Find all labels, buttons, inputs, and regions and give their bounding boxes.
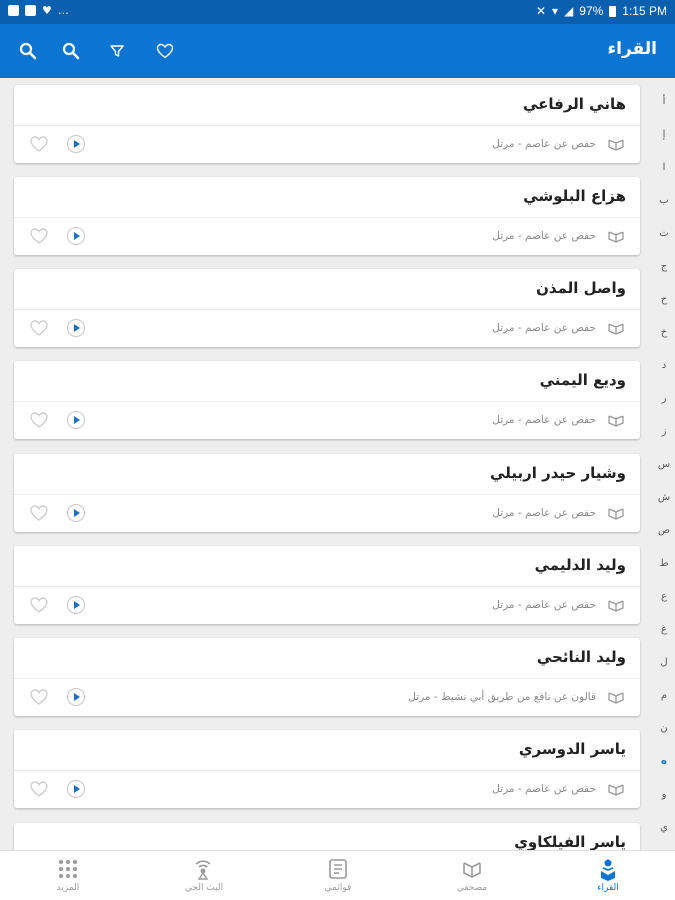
nav-reciters[interactable] bbox=[568, 857, 648, 893]
reciter-name: واصل المذن bbox=[536, 279, 626, 297]
alpha-letter[interactable]: ع bbox=[661, 591, 667, 602]
page-title: القراء bbox=[607, 39, 657, 59]
riwaya-label: حفص عن عاصم - مرتل bbox=[492, 599, 596, 611]
quran-book-icon bbox=[608, 137, 624, 151]
favorite-heart-icon[interactable] bbox=[29, 319, 49, 337]
reciter-card[interactable] bbox=[14, 177, 640, 255]
app-bar bbox=[0, 24, 675, 78]
reciter-name: ياسر الفيلكاوي bbox=[514, 833, 626, 850]
favorite-heart-icon[interactable] bbox=[29, 227, 49, 245]
card-divider bbox=[14, 586, 640, 587]
reciter-name: وليد النائحي bbox=[536, 648, 626, 666]
clock: 1:15 PM bbox=[622, 4, 667, 18]
riwaya-label: حفص عن عاصم - مرتل bbox=[492, 414, 596, 426]
reciter-name: هاني الرفاعي bbox=[522, 95, 626, 113]
system-icons bbox=[536, 4, 667, 18]
nav-more[interactable] bbox=[28, 857, 108, 893]
favorite-heart-icon[interactable] bbox=[29, 596, 49, 614]
card-divider bbox=[14, 678, 640, 679]
alpha-letter[interactable]: ط bbox=[659, 558, 669, 569]
play-button[interactable] bbox=[67, 504, 85, 522]
wifi-icon: ▾ bbox=[552, 4, 559, 18]
reciter-name: وشيار حيدر اربيلي bbox=[490, 464, 626, 482]
riwaya-label: حفص عن عاصم - مرتل bbox=[492, 138, 596, 150]
alpha-letter[interactable]: س bbox=[657, 459, 671, 470]
battery-percent: 97% bbox=[579, 4, 604, 18]
favorite-heart-icon[interactable] bbox=[29, 504, 49, 522]
play-button[interactable] bbox=[67, 227, 85, 245]
status-bar bbox=[0, 0, 675, 24]
alpha-letter[interactable]: إ bbox=[662, 129, 666, 140]
quran-book-icon bbox=[608, 413, 624, 427]
favorite-heart-icon[interactable] bbox=[29, 411, 49, 429]
reciter-card[interactable] bbox=[14, 730, 640, 808]
alpha-letter[interactable]: ص bbox=[657, 525, 671, 536]
riwaya-label: حفص عن عاصم - مرتل bbox=[492, 783, 596, 795]
nav-mushaf[interactable] bbox=[432, 857, 512, 893]
quran-book-icon bbox=[608, 690, 624, 704]
alpha-letter-active[interactable]: ه bbox=[661, 756, 667, 767]
bottom-navigation bbox=[0, 850, 675, 900]
reciters-list[interactable] bbox=[0, 78, 675, 850]
reciter-name: هزاع البلوشي bbox=[523, 187, 626, 205]
play-button[interactable] bbox=[67, 688, 85, 706]
quran-book-icon bbox=[608, 229, 624, 243]
nav-label: قوائمي bbox=[324, 883, 352, 893]
play-button[interactable] bbox=[67, 780, 85, 798]
nav-live-broadcast[interactable] bbox=[164, 857, 244, 893]
favorite-heart-icon[interactable] bbox=[29, 780, 49, 798]
alpha-letter[interactable]: و bbox=[661, 789, 667, 800]
riwaya-label: حفص عن عاصم - مرتل bbox=[492, 230, 596, 242]
alpha-letter[interactable]: ن bbox=[660, 723, 668, 734]
signal-icon: ◢ bbox=[564, 4, 574, 18]
play-button[interactable] bbox=[67, 319, 85, 337]
riwaya-label: قالون عن نافع من طريق أبي نشيط - مرتل bbox=[408, 691, 596, 703]
alpha-letter[interactable]: غ bbox=[661, 624, 667, 635]
reciter-name: وليد الدليمي bbox=[534, 556, 626, 574]
reciter-card[interactable] bbox=[14, 638, 640, 716]
reciter-card[interactable] bbox=[14, 454, 640, 532]
card-divider bbox=[14, 401, 640, 402]
alpha-letter[interactable]: ا bbox=[662, 162, 666, 173]
image-notification-icon bbox=[25, 5, 36, 16]
card-divider bbox=[14, 217, 640, 218]
battery-icon bbox=[609, 6, 616, 17]
alpha-letter[interactable]: ي bbox=[660, 822, 668, 833]
notification-icon bbox=[8, 5, 19, 16]
playlist-icon bbox=[326, 857, 350, 881]
reciter-card[interactable] bbox=[14, 361, 640, 439]
card-divider bbox=[14, 309, 640, 310]
nav-label: مصحفي bbox=[456, 883, 488, 893]
alpha-letter[interactable]: ت bbox=[659, 228, 669, 239]
alpha-letter[interactable]: خ bbox=[660, 327, 668, 338]
mute-icon: ✕ bbox=[535, 4, 546, 18]
quran-book-icon bbox=[608, 506, 624, 520]
reciter-name: ياسر الدوسري bbox=[518, 740, 626, 758]
favorite-heart-icon[interactable] bbox=[29, 688, 49, 706]
alpha-letter[interactable]: ز bbox=[661, 426, 667, 437]
quran-book-icon bbox=[608, 598, 624, 612]
riwaya-label: حفص عن عاصم - مرتل bbox=[492, 507, 596, 519]
card-divider bbox=[14, 770, 640, 771]
filter-icon[interactable] bbox=[104, 38, 130, 64]
search-icon[interactable] bbox=[58, 38, 84, 64]
alpha-letter[interactable]: ج bbox=[660, 261, 668, 272]
live-broadcast-icon bbox=[192, 857, 216, 881]
play-button[interactable] bbox=[67, 411, 85, 429]
alpha-letter[interactable]: د bbox=[661, 360, 667, 371]
card-divider bbox=[14, 125, 640, 126]
alpha-letter[interactable]: م bbox=[660, 690, 668, 701]
reciter-card[interactable] bbox=[14, 269, 640, 347]
more-grid-icon bbox=[56, 857, 80, 881]
reciter-icon bbox=[596, 857, 620, 881]
quran-book-icon bbox=[608, 782, 624, 796]
alpha-letter[interactable]: ر bbox=[661, 393, 667, 404]
alpha-letter[interactable]: ل bbox=[660, 657, 668, 668]
card-divider bbox=[14, 494, 640, 495]
reciter-card[interactable] bbox=[14, 85, 640, 163]
play-button[interactable] bbox=[67, 596, 85, 614]
riwaya-label: حفص عن عاصم - مرتل bbox=[492, 322, 596, 334]
mushaf-icon bbox=[460, 857, 484, 881]
nav-label: البث الحي bbox=[184, 883, 224, 893]
alpha-letter[interactable]: ح bbox=[660, 294, 668, 305]
reciter-name: وديع اليمني bbox=[539, 371, 626, 389]
search-icon[interactable] bbox=[15, 38, 41, 64]
heart-icon[interactable] bbox=[152, 38, 178, 64]
reciter-card[interactable] bbox=[14, 546, 640, 624]
nav-label: القراء bbox=[597, 883, 619, 893]
alpha-letter[interactable]: أ bbox=[662, 96, 666, 107]
nav-label: المزيد bbox=[56, 883, 80, 893]
notification-icons bbox=[8, 4, 70, 17]
reciter-card[interactable] bbox=[14, 823, 640, 850]
quran-book-icon bbox=[608, 321, 624, 335]
more-notifications-icon: … bbox=[57, 4, 70, 17]
heart-notification-icon: ♥ bbox=[42, 3, 52, 17]
nav-playlists[interactable] bbox=[298, 857, 378, 893]
play-button[interactable] bbox=[67, 135, 85, 153]
alpha-letter[interactable]: ش bbox=[657, 492, 671, 503]
favorite-heart-icon[interactable] bbox=[29, 135, 49, 153]
alpha-letter[interactable]: ب bbox=[659, 195, 669, 206]
